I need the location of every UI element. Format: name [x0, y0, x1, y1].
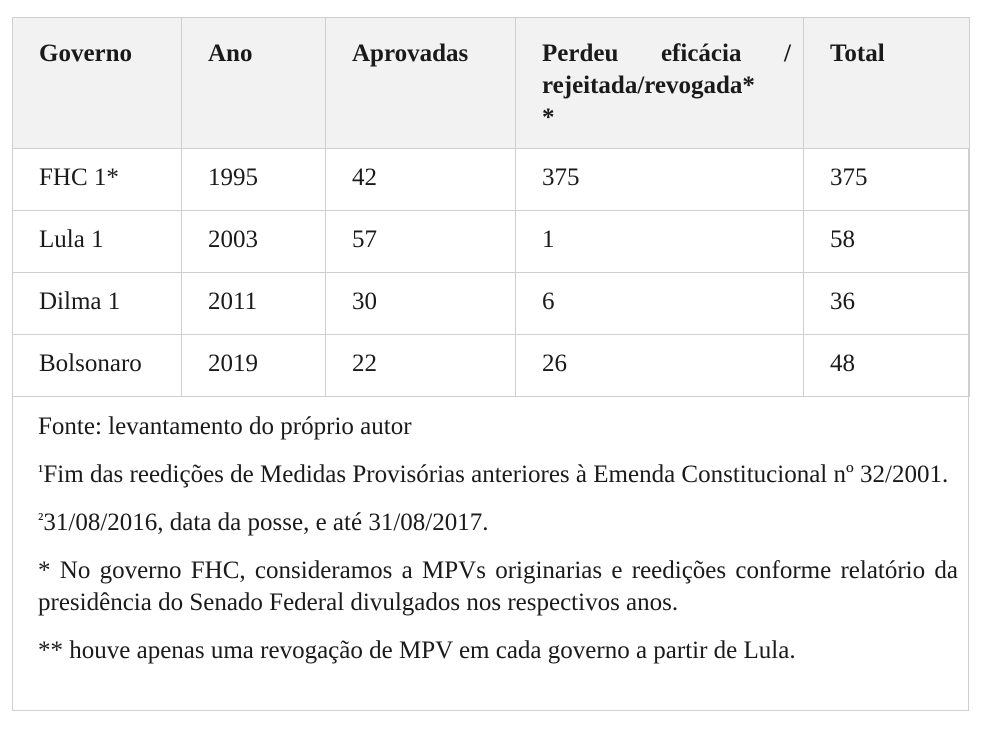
- cell-aprovadas: 57: [326, 211, 516, 273]
- cell-governo: FHC 1*: [13, 149, 182, 211]
- cell-total: 48: [804, 335, 970, 397]
- cell-perdeu: 26: [516, 335, 804, 397]
- cell-total: 375: [804, 149, 970, 211]
- header-ano: Ano: [182, 18, 326, 149]
- cell-governo: Lula 1: [13, 211, 182, 273]
- table-row: [13, 273, 970, 335]
- cell-total: 36: [804, 273, 970, 335]
- table-notes: [38, 411, 958, 683]
- header-total: Total: [804, 18, 970, 149]
- cell-aprovadas: 22: [326, 335, 516, 397]
- note-2-text: 31/08/2016, data da posse, e até 31/08/2017.: [43, 509, 489, 536]
- note-4: ** houve apenas uma revogação de MPV em cada governo a partir de Lula.: [38, 637, 796, 664]
- table-row: [13, 149, 970, 211]
- cell-total: 58: [804, 211, 970, 273]
- header-perdeu-line3: *: [542, 104, 555, 131]
- note-2: [38, 507, 958, 539]
- table-header-row: [13, 18, 970, 149]
- cell-aprovadas: 42: [326, 149, 516, 211]
- cell-ano: 2011: [182, 273, 326, 335]
- mpv-table: [12, 17, 970, 397]
- note-1-text: Fim das reedições de Medidas Provisórias anteriores à Emenda Constitucional nº 32/2001.: [43, 461, 949, 488]
- note-1: [38, 459, 958, 491]
- cell-perdeu: 6: [516, 273, 804, 335]
- header-governo: Governo: [13, 18, 182, 149]
- header-aprovadas: Aprovadas: [326, 18, 516, 149]
- note-fonte: Fonte: levantamento do próprio autor: [38, 413, 412, 440]
- note-3: * No governo FHC, consideramos a MPVs originarias e reedições conforme relatório da presidência do Senado Federal divulgados nos respectivos anos.: [38, 557, 958, 616]
- header-perdeu-line2: rejeitada/revogada*: [542, 72, 755, 99]
- table-row: [13, 211, 970, 273]
- cell-ano: 2019: [182, 335, 326, 397]
- header-perdeu-line1: Perdeu eficácia /: [542, 40, 791, 67]
- cell-governo: Dilma 1: [13, 273, 182, 335]
- cell-ano: 1995: [182, 149, 326, 211]
- cell-perdeu: 375: [516, 149, 804, 211]
- table-row: [13, 335, 970, 397]
- note-1-mark: ¹: [38, 461, 44, 481]
- header-perdeu-eficacia: [516, 18, 804, 149]
- cell-perdeu: 1: [516, 211, 804, 273]
- cell-ano: 2003: [182, 211, 326, 273]
- cell-governo: Bolsonaro: [13, 335, 182, 397]
- cell-aprovadas: 30: [326, 273, 516, 335]
- note-2-mark: ²: [38, 509, 44, 529]
- table-frame: [12, 17, 969, 711]
